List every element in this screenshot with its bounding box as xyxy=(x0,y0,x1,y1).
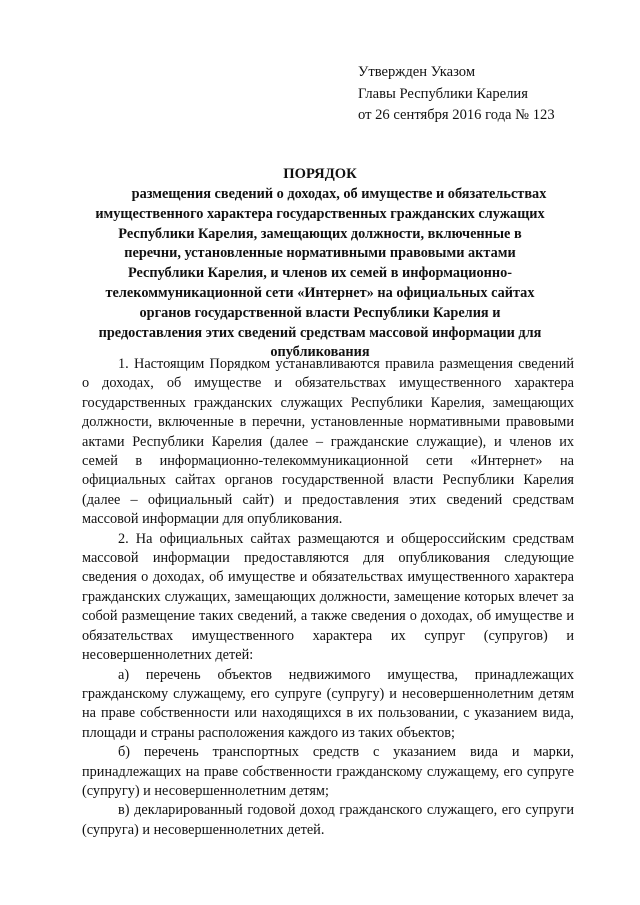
approval-line-1: Утвержден Указом xyxy=(358,64,476,80)
subtitle-line: органов государственной власти Республики Карелия и xyxy=(139,304,501,321)
document-body xyxy=(82,355,574,840)
paragraph-2: 2. На официальных сайтах размещаются и общероссийским средствам массовой информации предоставляются для опубликования следующие сведения о доходах, об имуществе и обязательствах имущественного характера гражданских служащих, замещающих должности, замещение которых влечет за собой размещение таких сведений, а также сведения о доходах, об имуществе и обязательствах имущественного характера их супруг (супругов) и несовершеннолетних детей: xyxy=(82,530,574,664)
subtitle-line: предоставления этих сведений средствам массовой информации для xyxy=(98,324,542,341)
subtitle-line: телекоммуникационной сети «Интернет» на официальных сайтах xyxy=(105,284,535,301)
subtitle-line: Республики Карелия, замещающих должности, включенные в xyxy=(118,225,522,242)
approval-line-3: от 26 сентября 2016 года № 123 xyxy=(358,107,555,123)
document-title: ПОРЯДОК xyxy=(283,166,357,182)
paragraph-2a: а) перечень объектов недвижимого имущества, принадлежащих гражданскому служащему, его супруге (супругу) и несовершеннолетним детям на праве собственности или находящихся в их пользовании, с указанием вида, площади и страны расположения каждого из таких объектов; xyxy=(82,666,574,741)
approval-line-2: Главы Республики Карелия xyxy=(358,85,528,102)
subtitle-line: имущественного характера государственных гражданских служащих xyxy=(95,205,545,222)
document-subtitle xyxy=(0,185,640,363)
paragraph-2c: в) декларированный годовой доход гражданского служащего, его супруги (супруга) и несовершеннолетних детей. xyxy=(82,802,574,838)
paragraph-1: 1. Настоящим Порядком устанавливаются правила размещения сведений о доходах, об имуществе и обязательствах имущественного характера государственных гражданских служащих Республики Карелия, замещающих должности, включенные в перечни, установленные нормативными правовыми актами Республики Карелия (далее – гражданские служащие), и членов их семей в информационно-телекоммуникационной сети «Интернет» на официальных сайтах органов государственной власти Республики Карелия (далее – официальный сайт) и предоставления этих сведений средствам массовой информации для опубликования. xyxy=(82,356,574,528)
subtitle-line: размещения сведений о доходах, об имуществе и обязательствах xyxy=(131,186,547,202)
subtitle-line: перечни, установленные нормативными правовыми актами xyxy=(124,245,516,262)
subtitle-line: опубликования xyxy=(270,344,370,361)
approval-block xyxy=(358,62,618,127)
subtitle-line: Республики Карелия, и членов их семей в информационно- xyxy=(127,265,513,282)
paragraph-2b: б) перечень транспортных средств с указанием вида и марки, принадлежащих на праве собственности гражданскому служащему, его супруге (супругу) и несовершеннолетним детям; xyxy=(82,744,574,799)
